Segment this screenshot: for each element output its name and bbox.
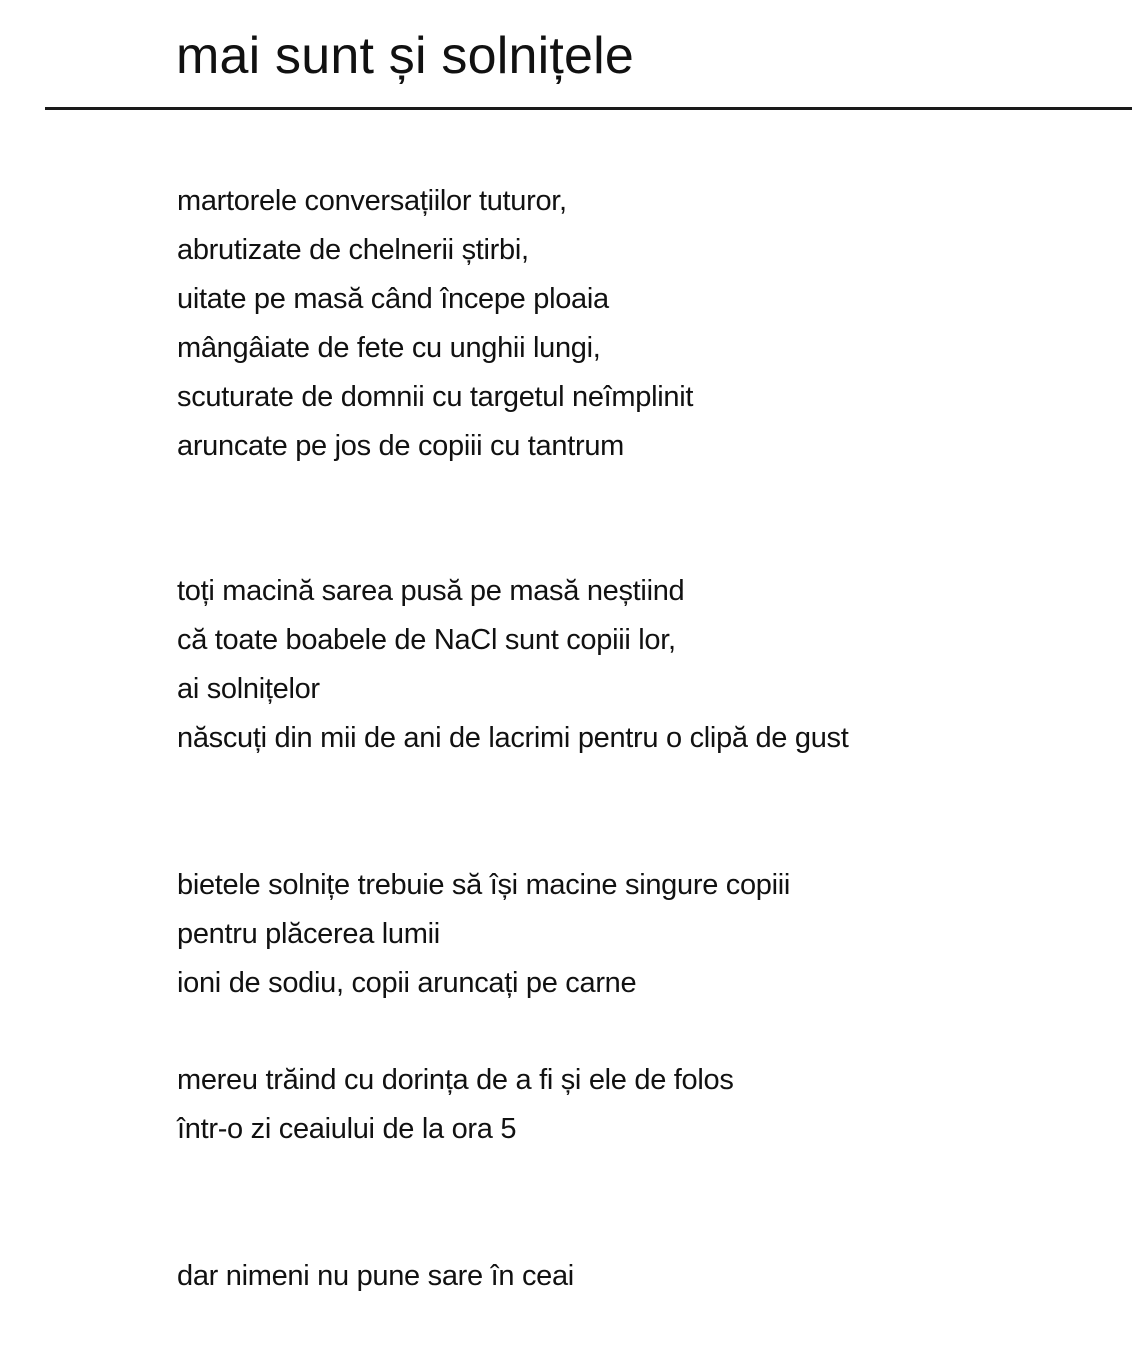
poem-line: uitate pe masă când începe ploaia <box>177 283 609 315</box>
poem-line: într-o zi ceaiului de la ora 5 <box>177 1113 517 1145</box>
poem-line: mereu trăind cu dorința de a fi și ele de folos <box>177 1064 734 1096</box>
poem-line: toți macină sarea pusă pe masă neștiind <box>177 575 685 607</box>
stanza-5 <box>177 1252 1077 1301</box>
poem-line: dar nimeni nu pune sare în ceai <box>177 1260 574 1292</box>
poem-line: născuți din mii de ani de lacrimi pentru o clipă de gust <box>177 722 849 754</box>
poem-line: martorele conversațiilor tuturor, <box>177 185 567 217</box>
poem-line: ai solnițelor <box>177 673 320 705</box>
stanza-3 <box>177 861 1077 1008</box>
poem-line: pentru plăcerea lumii <box>177 918 440 950</box>
stanza-4 <box>177 1056 1077 1154</box>
poem-line: mângâiate de fete cu unghii lungi, <box>177 332 601 364</box>
poem-title: mai sunt și solnițele <box>176 27 634 85</box>
poem-line: că toate boabele de NaCl sunt copiii lor, <box>177 624 676 656</box>
stanza-2 <box>177 567 1077 763</box>
poem-line: scuturate de domnii cu targetul neîmplinit <box>177 381 694 413</box>
poem-line: bietele solnițe trebuie să își macine singure copiii <box>177 869 791 901</box>
title-divider <box>45 107 1132 110</box>
stanza-1 <box>177 177 1077 471</box>
poem-line: ioni de sodiu, copii aruncați pe carne <box>177 967 637 999</box>
poem-line: abrutizate de chelnerii știrbi, <box>177 234 529 266</box>
poem-line: aruncate pe jos de copiii cu tantrum <box>177 430 625 462</box>
